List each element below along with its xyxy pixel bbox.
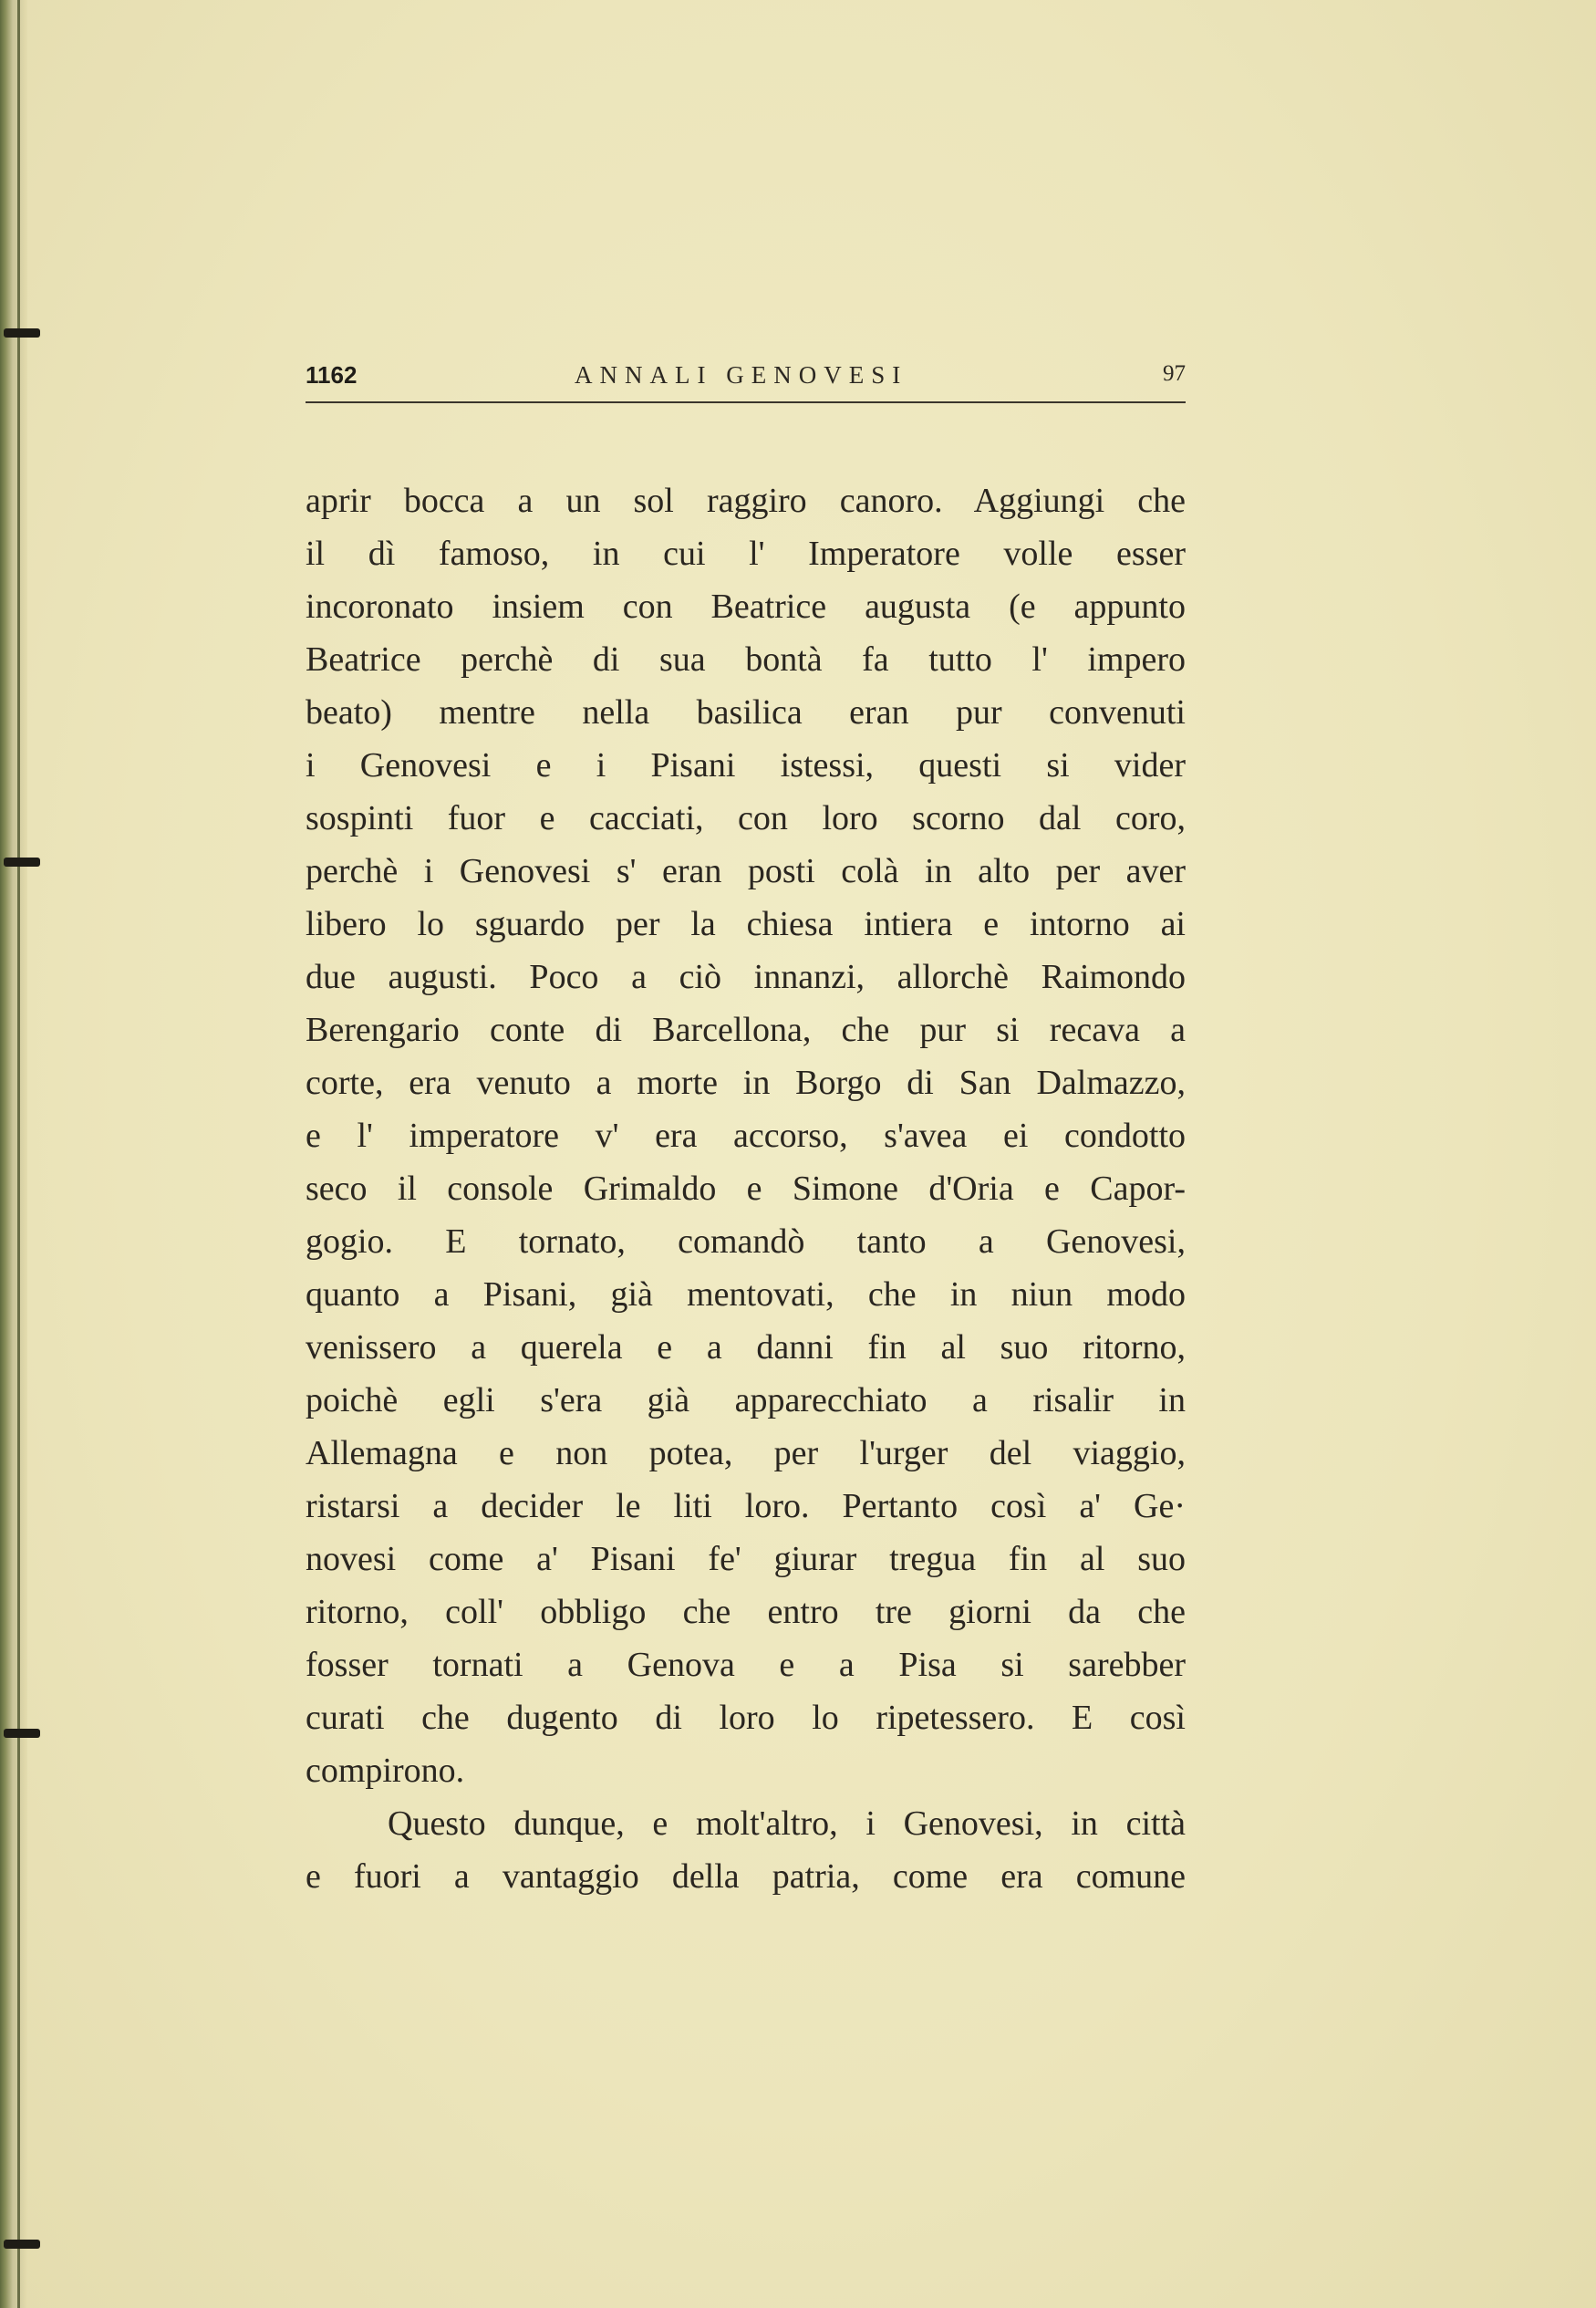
- text-line: incoronato insiem con Beatrice augusta (e appunto: [306, 587, 1186, 626]
- text-line: i Genovesi e i Pisani istessi, questi si vider: [306, 746, 1186, 785]
- text-line: venissero a querela e a danni fin al suo ritorno,: [306, 1328, 1186, 1367]
- text-line: Allemagna e non potea, per l'urger del viaggio,: [306, 1434, 1186, 1472]
- text-line: Beatrice perchè di sua bontà fa tutto l' impero: [306, 640, 1186, 679]
- body-text: [306, 474, 1186, 1903]
- text-line: Berengario conte di Barcellona, che pur si recava a: [306, 1011, 1186, 1049]
- page-number: 97: [1163, 361, 1186, 386]
- binding-edge: [0, 0, 27, 2308]
- text-line: aprir bocca a un sol raggiro canoro. Aggiungi che: [306, 482, 1186, 520]
- text-line: e l' imperatore v' era accorso, s'avea ei condotto: [306, 1117, 1186, 1155]
- text-line: ritorno, coll' obbligo che entro tre giorni da che: [306, 1593, 1186, 1631]
- text-line: ristarsi a decider le liti loro. Pertanto così a' Ge·: [306, 1487, 1186, 1525]
- binding-stitch: [4, 328, 40, 338]
- text-line: due augusti. Poco a ciò innanzi, allorchè Raimondo: [306, 958, 1186, 996]
- text-line: il dì famoso, in cui l' Imperatore volle esser: [306, 535, 1186, 573]
- text-line: perchè i Genovesi s' eran posti colà in alto per aver: [306, 852, 1186, 890]
- header-year: 1162: [306, 361, 358, 389]
- binding-thread: [17, 0, 20, 2308]
- text-line: seco il console Grimaldo e Simone d'Oria e Capor-: [306, 1170, 1186, 1208]
- paragraph-start-line: Questo dunque, e molt'altro, i Genovesi, in città: [388, 1804, 1186, 1843]
- text-line: gogio. E tornato, comandò tanto a Genovesi,: [306, 1222, 1186, 1261]
- text-line: corte, era venuto a morte in Borgo di San Dalmazzo,: [306, 1064, 1186, 1102]
- text-line: poichè egli s'era già apparecchiato a risalir in: [306, 1381, 1186, 1419]
- header-rule: [306, 401, 1186, 403]
- text-line: curati che dugento di loro lo ripetessero. E così: [306, 1699, 1186, 1737]
- text-line: beato) mentre nella basilica eran pur convenuti: [306, 693, 1186, 732]
- text-line: sospinti fuor e cacciati, con loro scorno dal coro,: [306, 799, 1186, 837]
- text-line: compirono.: [306, 1752, 465, 1790]
- text-line: libero lo sguardo per la chiesa intiera e intorno ai: [306, 905, 1186, 943]
- running-head: [306, 354, 1186, 400]
- text-line: e fuori a vantaggio della patria, come era comune: [306, 1857, 1186, 1896]
- text-line: fosser tornati a Genova e a Pisa si sarebber: [306, 1646, 1186, 1684]
- text-line: quanto a Pisani, già mentovati, che in niun modo: [306, 1275, 1186, 1314]
- header-title: ANNALI GENOVESI: [575, 361, 908, 389]
- binding-stitch: [4, 1729, 40, 1738]
- binding-stitch: [4, 858, 40, 867]
- binding-stitch: [4, 2240, 40, 2249]
- text-line: novesi come a' Pisani fe' giurar tregua fin al suo: [306, 1540, 1186, 1578]
